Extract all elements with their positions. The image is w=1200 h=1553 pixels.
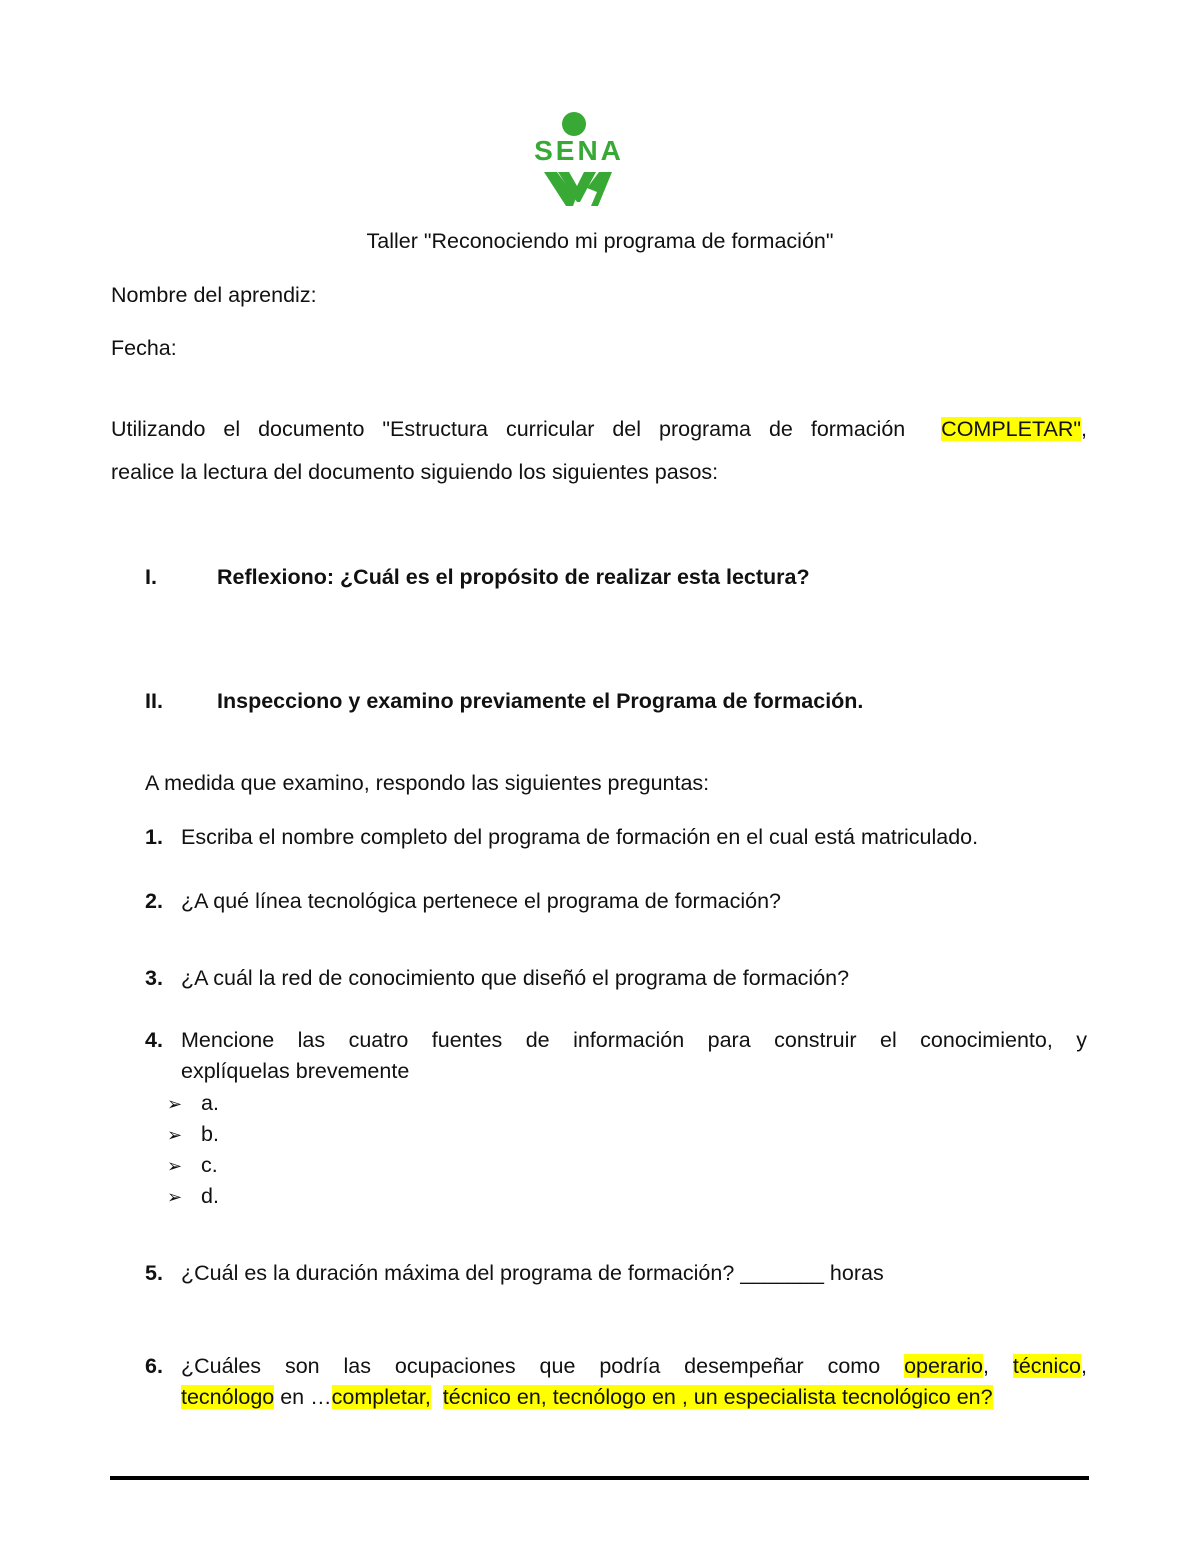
- question-number: 1.: [145, 825, 163, 849]
- bullet-label: b.: [201, 1122, 219, 1146]
- question-text: ¿Cuáles son las ocupaciones que podría desempeñar como: [181, 1354, 881, 1378]
- tecnico-highlight: técnico: [1012, 1354, 1081, 1378]
- question-6-line-1: [181, 1353, 1087, 1379]
- question-6-line-2: [181, 1384, 993, 1410]
- arrow-bullet-icon: ➢: [167, 1094, 183, 1114]
- intro-line-2: realice la lectura del documento siguiendo los siguientes pasos:: [111, 460, 719, 484]
- question-number: 6.: [145, 1354, 163, 1378]
- question-text: explíquelas brevemente: [181, 1059, 410, 1083]
- section-number: I.: [145, 565, 157, 589]
- question-text: en …: [274, 1385, 332, 1409]
- completar-highlight: completar,: [331, 1385, 431, 1409]
- arrow-bullet-icon: ➢: [167, 1156, 183, 1176]
- question-text: ¿A qué línea tecnológica pertenece el programa de formación?: [181, 889, 781, 913]
- bullet-label: d.: [201, 1184, 219, 1208]
- question-text: Mencione las cuatro fuentes de información para construir el conocimiento, y: [181, 1028, 1087, 1052]
- questions-lead: A medida que examino, respondo las siguientes preguntas:: [145, 771, 710, 795]
- field-fecha-label: Fecha:: [111, 336, 177, 360]
- page-title: Taller "Reconociendo mi programa de formación": [366, 229, 834, 253]
- separator: ,: [1081, 1354, 1087, 1378]
- question-text: ¿Cuál es la duración máxima del programa de formación? _______ horas: [181, 1261, 884, 1285]
- field-nombre-label: Nombre del aprendiz:: [111, 283, 317, 307]
- question-text: ¿A cuál la red de conocimiento que diseñó el programa de formación?: [181, 966, 850, 990]
- arrow-bullet-icon: ➢: [167, 1125, 183, 1145]
- list-item: [167, 1152, 182, 1179]
- intro-line-1: [111, 416, 1087, 442]
- question-number: 2.: [145, 889, 163, 913]
- completar-highlight: COMPLETAR": [941, 417, 1082, 441]
- list-item: [167, 1121, 182, 1148]
- bullet-label: c.: [201, 1153, 218, 1177]
- intro-text: Utilizando el documento "Estructura curricular del programa de formación: [111, 417, 906, 441]
- section-number: II.: [145, 689, 163, 713]
- list-item: [167, 1090, 182, 1117]
- svg-text:SENA: SENA: [534, 135, 624, 166]
- footer-divider: [110, 1476, 1089, 1480]
- intro-comma: ,: [1081, 417, 1087, 441]
- question-number: 3.: [145, 966, 163, 990]
- question-number: 5.: [145, 1261, 163, 1285]
- ocupaciones-highlight: técnico en, tecnólogo en , un especialista tecnológico en?: [442, 1385, 993, 1409]
- list-item: [167, 1183, 182, 1210]
- separator: ,: [982, 1354, 989, 1378]
- sena-logo: [524, 110, 634, 214]
- bullet-label: a.: [201, 1091, 219, 1115]
- question-number: 4.: [145, 1028, 163, 1052]
- operario-highlight: operario: [904, 1354, 983, 1378]
- tecnologo-highlight: tecnólogo: [181, 1385, 275, 1409]
- question-text: Escriba el nombre completo del programa de formación en el cual está matriculado.: [181, 825, 979, 849]
- arrow-bullet-icon: ➢: [167, 1187, 183, 1207]
- section-title-inspecciono: Inspecciono y examino previamente el Programa de formación.: [217, 689, 864, 713]
- section-title-reflexiono: Reflexiono: ¿Cuál es el propósito de realizar esta lectura?: [217, 565, 810, 589]
